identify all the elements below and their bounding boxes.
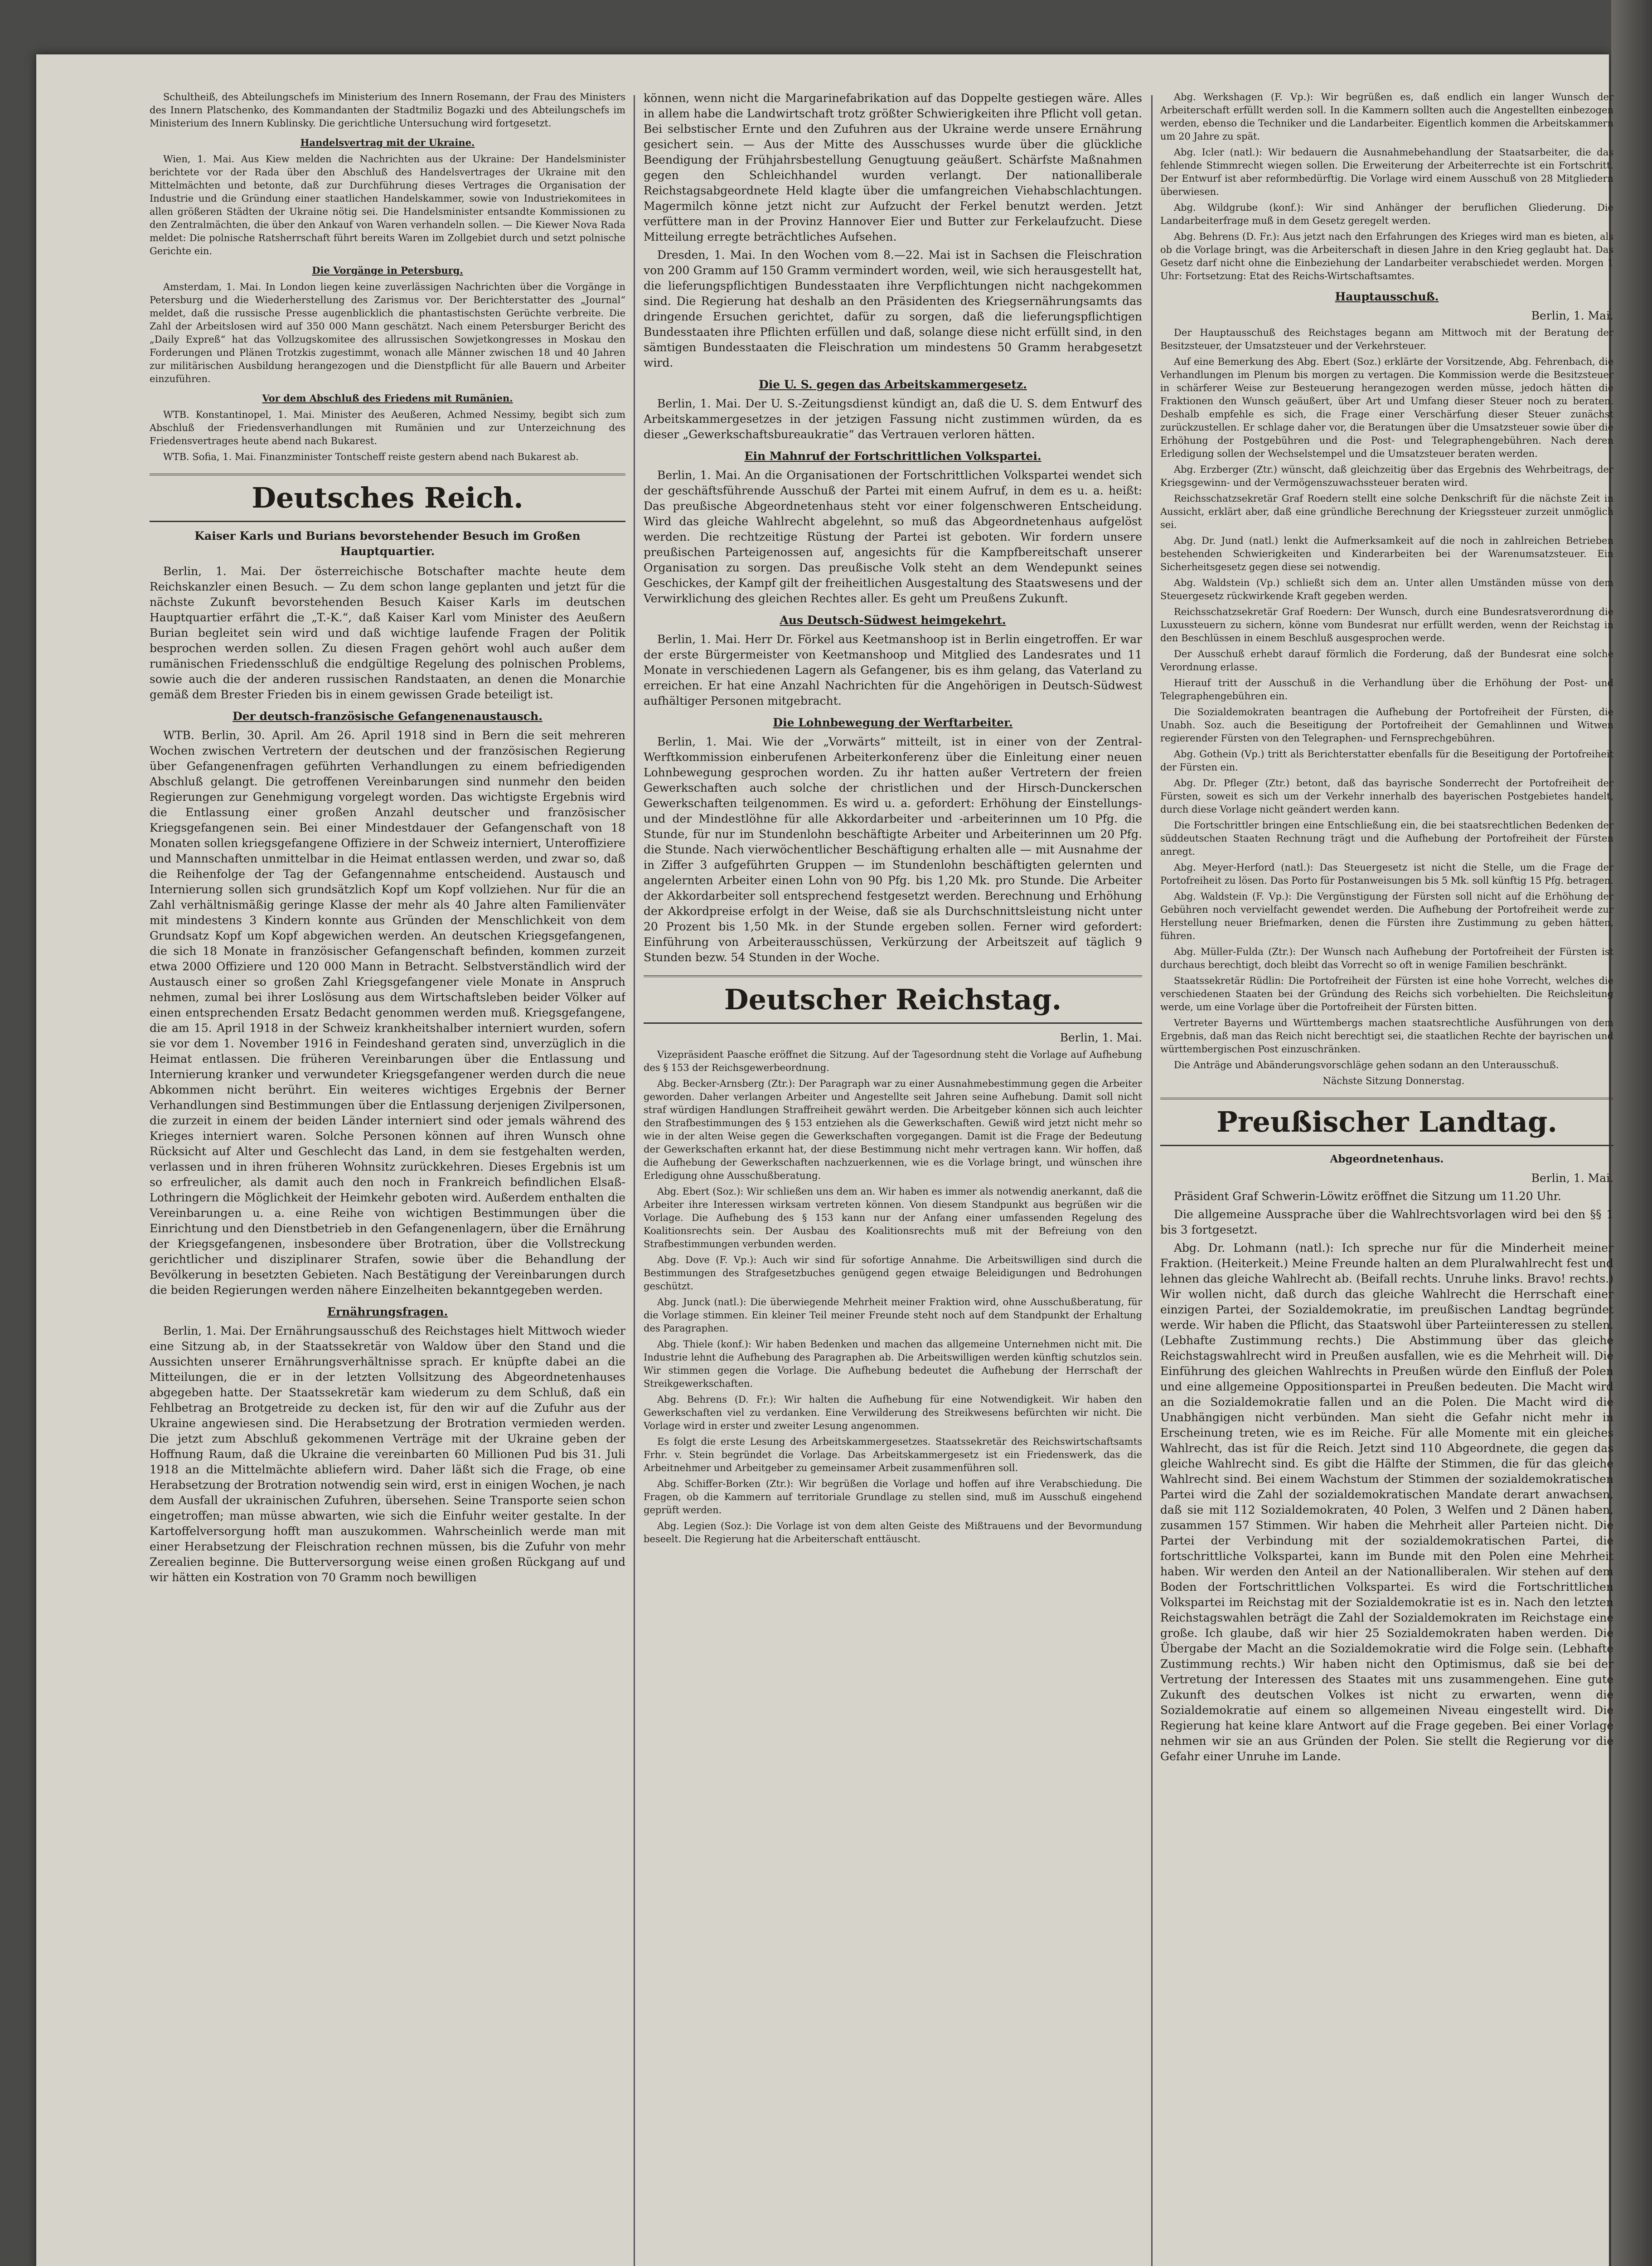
committee-text: Die Anträge und Abänderungsvorschläge gehen sodann an den Unterausschuß.: [1174, 1060, 1559, 1070]
committee-text: Die Fortschrittler bringen eine Entschließung ein, die bei staatsrechtlichen Bedenken der süddeutschen Staaten Rechnung trägt und die Aufhebung der Portofreiheit der Fürsten anregt.: [1160, 820, 1613, 857]
food-article-continued: können, wenn nicht die Margarinefabrikation auf das Doppelte gestiegen wäre. Alles in allem habe die Landwirtschaft trotz größter Schwierigkeiten ihre Pflicht voll getan. Bei selbstischer Ernte und den Zufuhren aus der Ukraine werde unsere Ernährung gesichert sein. — Aus der Mitte des Ausschusses wurde über die glückliche Beendigung der Frühjahrsbestellung Genugtuung geäußert. Schärfste Maßnahmen gegen den Schleichhandel wurden verlangt. Der nationalliberale Reichstagsabgeordnete Held klagte über die umfangreichen Viehabschlachtungen. Magermilch könne jetzt nicht zur Aufzucht der Ferkel benutzt werden. Jetzt verfüttere man in der Provinz Hannover Eier und Butter zur Ferkelaufzucht. Diese Mitteilung erregte beträchtliches Aufsehen.: [644, 92, 1142, 243]
committee-text: Staatssekretär Rüdlin: Die Portofreiheit der Fürsten ist eine hohe Vorrecht, welches die verschiedenen Staaten bei der Gründung des Reichs sich vorbehielten. Die Reichsleitung werde, um eine Vorlage über die Portofreiheit der Fürsten bitten.: [1160, 975, 1613, 1012]
column-rule: [1151, 95, 1153, 2266]
food-heading: Ernährungsfragen.: [327, 1305, 448, 1318]
section-title-reichstag: Deutscher Reichstag.: [644, 975, 1142, 1024]
committee-text: Abg. Waldstein (F. Vp.): Die Vergünstigung der Fürsten soll nicht auf die Erhöhung der Gebühren noch vervielfacht gewendet werden. Die Aufhebung der Portofreiheit werde zur Herstellung neuer Briefmarken, denen die Fürsten ihre Zustimmung zu geben hätten, führen.: [1160, 891, 1613, 941]
committee-dateline: Berlin, 1. Mai.: [1531, 309, 1613, 322]
committee-text: Die Sozialdemokraten beantragen die Aufhebung der Portofreiheit der Fürsten, die Unabh. Soz. auch die Beseitigung der Portofreiheit der Gemahlinnen und Witwen regierender Fürsten von den Telegraphen- und Fernsprechgebühren.: [1160, 707, 1613, 744]
reichstag-continued: Abg. Werkshagen (F. Vp.): Wir begrüßen es, daß endlich ein langer Wunsch der Arbeiterschaft erfüllt werden soll. In die Kammern sollten auch die Angestellten einbezogen werden, ebenso die Techniker und die Landarbeiter. Eigentlich kommen die Arbeitskammern um 20 Jahre zu spät.: [1160, 92, 1613, 142]
section-title-deutsches-reich: Deutsches Reich.: [150, 474, 625, 522]
ukraine-heading: Handelsvertrag mit der Ukraine.: [300, 137, 475, 148]
landtag-subheading: Abgeordnetenhaus.: [1330, 1153, 1444, 1165]
committee-text: Abg. Gothein (Vp.) tritt als Berichterstatter ebenfalls für die Beseitigung der Portofreiheit der Fürsten ein.: [1160, 749, 1613, 773]
southwest-heading: Aus Deutsch-Südwest heimgekehrt.: [780, 614, 1006, 627]
section-title-landtag: Preußischer Landtag.: [1160, 1098, 1613, 1146]
column-rule: [634, 95, 635, 2266]
committee-text: Auf eine Bemerkung des Abg. Ebert (Soz.) erklärte der Vorsitzende, Abg. Fehrenbach, die Verhandlungen im Plenum bis morgen zu vertagen. Die Kommission werde die Besitzsteuer in schärferer Weise zur Besteuerung herangezogen werden müsse, jedoch hätten die Fraktionen den Wunsch geäußert, über Art und Umfang dieser Steuer noch zu beraten. Deshalb empfehle es sich, die Frage einer Verschärfung dieser Steuer zunächst zurückzustellen. Er schlage daher vor, die Beratungen über die Umsatzsteuer sowie über die Erhöhung der Postgebühren und die Post- und Telegraphengebühren. Nach deren Erledigung sollen der Wechselstempel und die Umsatzsteuer beraten werden.: [1160, 356, 1613, 459]
dresden-article: Dresden, 1. Mai. In den Wochen vom 8.—22. Mai ist in Sachsen die Fleischration von 200 Gramm auf 150 Gramm vermindert worden, weil, wie sich herausgestellt hat, die lieferungspflichtigen Bundesstaaten ihre Verpflichtungen nicht nachgekommen sind. Die Regierung hat deshalb an den Präsidenten des Kriegsernährungsamts das dringende Ersuchen gerichtet, dafür zu sorgen, daß die lieferungspflichtigen Bundesstaaten ihre Pflichten erfüllen und daß, solange diese nicht erfüllt sind, in den sämtigen Bundesstaaten die Fleischration um mindestens 50 Gramm herabgesetzt wird.: [644, 248, 1142, 369]
food-article: Berlin, 1. Mai. Der Ernährungsausschuß des Reichstages hielt Mittwoch wieder eine Sitzung ab, in der Staatssekretär von Waldow über den Stand und die Aussichten unserer Ernährungsverhältnisse sprach. Er knüpfte dabei an die Mitteilungen, die er in der letzten Vollsitzung des Abgeordnetenhauses abgegeben hatte. Der Staatssekretär kam wiederum zu dem Schluß, daß ein Fehlbetrag an Brotgetreide zu decken ist, für den wir auf die Zufuhr aus der Ukraine angewiesen sind. Die Herabsetzung der Brotration vermieden werden. Die jetzt zum Abschluß gekommenen Verträge mit der Ukraine geben der Hoffnung Raum, daß die Ukraine die vereinbarten 60 Millionen Pud bis 31. Juli 1918 an die Mittelmächte abliefern wird. Daher läßt sich die Frage, ob eine Herabsetzung der Brotration notwendig sein wird, erst in einigen Wochen, je nach dem Ausfall der ukrainischen Zufuhren, übersehen. Seine Transporte seien schon eingetroffen; man müsse abwarten, wie sich die Einfuhr weiter gestalte. In der Kartoffelversorgung hofft man auszukommen. Wahrscheinlich werde man mit einer Herabsetzung der Fleischration rechnen müssen, bis die Zufuhr von mehr Zerealien beginne. Die Butterversorgung weise einen großen Rückgang auf und wir hätten ein Kostration von 70 Gramm noch bewilligen: [150, 1324, 625, 1584]
southwest-article: Berlin, 1. Mai. Herr Dr. Förkel aus Keetmanshoop ist in Berlin eingetroffen. Er war der erste Bürgermeister von Keetmanshoop und Mitglied des Landesrates und 11 Monate in verschiedenen Lagern als Gefangener, bis es ihm gelang, das Vaterland zu erreichen. Er hat eine Anzahl Nachrichten für die Angehörigen in Deutsch-Südwest aufhältiger Personen mitgebracht.: [644, 633, 1142, 707]
committee-text: Reichsschatzsekretär Graf Roedern stellt eine solche Denkschrift für die nächste Zeit in Aussicht, erklärt aber, daß eine gründliche Berechnung der Kriegssteuer zurzeit unmöglich sei.: [1160, 493, 1613, 530]
reichstag-text: Abg. Thiele (konf.): Wir haben Bedenken und machen das allgemeine Unternehmen nicht mit. Die Industrie lehnt die Aufhebung des Paragraphen ab. Die Arbeitswilligen werden künftig schutzlos sein. Wir stimmen gegen die Vorlage. Die Aufhebung bedeutet die Aufhebung der Herrschaft der Streikgewerkschaften.: [644, 1339, 1142, 1389]
wages-heading: Die Lohnbewegung der Werftarbeiter.: [773, 716, 1013, 729]
committee-text: Hierauf tritt der Ausschuß in die Verhandlung über die Erhöhung der Post- und Telegraphengebühren ein.: [1160, 678, 1613, 702]
reichstag-text: Abg. Becker-Arnsberg (Ztr.): Der Paragraph war zu einer Ausnahmebestimmung gegen die Arbeiter geworden. Daher verlangen Arbeiter und Angestellte seit Jahren seine Aufhebung. Damit soll nicht straf würdigen Handlungen Straffreiheit gewährt werden. Die Arbeitgeber können sich auch leichter den Strafbestimmungen des § 153 entziehen als die Gewerkschaften. Gewiß wird jetzt nicht mehr so wie in der alten Weise gegen die Gewerkschaften vorgegangen. Damit ist die Frage der Bedeutung der Gewerkschaften erkannt hat, der diese Bestimmung nicht mehr vertragen kann. Wir hoffen, daß die Aufhebung der Gewerkschaften nachzuerkennen, wie es die Vorlage bringt, und wünschen ihre Erledigung ohne Ausschußberatung.: [644, 1078, 1142, 1181]
landtag-text: Die allgemeine Aussprache über die Wahlrechtsvorlagen wird bei den §§ 1 bis 3 fortgesetzt.: [1160, 1208, 1613, 1236]
intro-paragraph: Schultheiß, des Abteilungschefs im Ministerium des Innern Rosemann, der Frau des Ministers des Innern Platschenko, des Kommandanten der Stadtmiliz Bogazki und des Abteilungschefs im Ministerium des Innern Kublinsky. Die gerichtliche Untersuchung wird fortgesetzt.: [150, 92, 625, 129]
reichstag-text: Abg. Schiffer-Borken (Ztr.): Wir begrüßen die Vorlage und hoffen auf ihre Verabschiedung. Die Fragen, ob die Kammern auf territoriale Grundlage zu stellen sind, muß im Ausschuß eingehend geprüft werden.: [644, 1478, 1142, 1516]
romania-article-2: WTB. Sofia, 1. Mai. Finanzminister Tontscheff reiste gestern abend nach Bukarest ab.: [163, 451, 579, 462]
wages-article: Berlin, 1. Mai. Wie der „Vorwärts“ mitteilt, ist in einer von der Zentral-Werftkommission einberufenen Arbeiterkonferenz über die Einleitung einer neuen Lohnbewegung gesprochen worden. Zu ihr hatten außer Vertretern der freien Gewerkschaften auch solche der christlichen und der Hirsch-Dunckerschen Gewerkschaften teilgenommen. Es wird u. a. gefordert: Erhöhung der Einstellungs- und der Mindestlöhne für alle Akkordarbeiter und -arbeiterinnen um 10 Pfg. die Stunde, für nur im Stundenlohn beschäftigte Arbeiter und Arbeiterinnen um 20 Pfg. die Stunde. Nach vierwöchentlicher Beschäftigung erhalten alle — mit Ausnahme der in Ziffer 3 aufgeführten Gruppen — im Stundenlohn beschäftigten gelernten und angelernten Arbeiter einen Lohn von 90 Pfg. bis 1,20 Mk. pro Stunde. Die Arbeiter der Akkordarbeiter soll entsprechend festgesetzt werden. Berechnung und Erhöhung der Akkordpreise erfolgt in der Weise, daß sie als Durchschnittsleistung nicht unter 20 Prozent bis 1,50 Mk. in der Stunde ergeben sollen. Ferner wird gefordert: Einführung von Arbeiterausschüssen, Verkürzung der Arbeitszeit auf täglich 9 Stunden bezw. 54 Stunden in der Woche.: [644, 735, 1142, 964]
committee-text: Der Hauptausschuß des Reichstages begann am Mittwoch mit der Beratung der Besitzsteuer, der Umsatzsteuer und der Verkehrsteuer.: [1160, 327, 1613, 351]
committee-text: Abg. Erzberger (Ztr.) wünscht, daß gleichzeitig über das Ergebnis des Wehrbeitrags, der Kriegsgewinn- und der Vermögenszuwachssteuer beraten wird.: [1160, 464, 1613, 488]
committee-text: Reichsschatzsekretär Graf Roedern: Der Wunsch, durch eine Bundesratsverordnung die Luxussteuern zu sichern, könne vom Bundesrat nur erfüllt werden, wenn der Reichstag in den Beschlüssen in einem Beschluß ausgesprochen werde.: [1160, 606, 1613, 644]
reichstag-text: Abg. Legien (Soz.): Die Vorlage ist von dem alten Geiste des Mißtrauens und der Bevormundung beseelt. Die Regierung hat die Arbeiterschaft enttäuscht.: [644, 1520, 1142, 1545]
reichstag-text: Abg. Behrens (D. Fr.): Wir halten die Aufhebung für eine Notwendigkeit. Wir haben den Gewerkschaften viel zu verdanken. Eine Verwilderung des Streikwesens befürchten wir nicht. Die Vorlage wird in erster und zweiter Lesung angenommen.: [644, 1394, 1142, 1431]
reichstag-text: Es folgt die erste Lesung des Arbeitskammergesetzes. Staatssekretär des Reichswirtschaftsamts Frhr. v. Stein begründet die Vorlage. Das Arbeitskammergesetz ist ein Friedenswerk, das die Arbeitnehmer und Arbeitgeber zu gemeinsamer Arbeit zusammenführen soll.: [644, 1436, 1142, 1473]
committee-text: Abg. Dr. Jund (natl.) lenkt die Aufmerksamkeit auf die noch in zahlreichen Betrieben bestehenden Schwierigkeiten und Kinderarbeiten bei der Warenumsatzsteuer. Ein Sicherheitsgesetz gegen diese sei notwendig.: [1160, 535, 1613, 572]
committee-heading: Hauptausschuß.: [1335, 290, 1439, 303]
committee-text: Vertreter Bayerns und Württembergs machen staatsrechtliche Ausführungen von dem Ergebnis, daß man das Reich nicht berechtigt sei, die staatlichen Rechte der bayrischen und württembergischen Post einzuschränken.: [1160, 1017, 1613, 1055]
reichstag-text: Abg. Junck (natl.): Die überwiegende Mehrheit meiner Fraktion wird, ohne Ausschußberatung, für die Vorlage stimmen. Ein kleiner Teil meiner Freunde steht noch auf dem Standpunkt der Erhaltung des Paragraphen.: [644, 1297, 1142, 1334]
committee-next-session: Nächste Sitzung Donnerstag.: [1323, 1075, 1465, 1086]
reichstag-dateline: Berlin, 1. Mai.: [1060, 1031, 1142, 1044]
romania-article: WTB. Konstantinopel, 1. Mai. Minister des Aeußeren, Achmed Nessimy, begibt sich zum Abschluß der Friedensverhandlungen mit Rumänien und zur Unterzeichnung des Friedensvertrages heute abend nach Bukarest.: [150, 409, 625, 446]
reichstag-continued: Abg. Behrens (D. Fr.): Aus jetzt nach den Erfahrungen des Krieges wird man es bieten, als ob die Vorlage bringt, was die Arbeiterschaft in diesen Jahre in den Krieg geglaubt hat. Das Gesetz darf nicht ohne die Einbeziehung der Landarbeiter verabschiedet werden. Morgen 1 Uhr: Fortsetzung: Etat des Reichs-Wirtschaftsamtes.: [1160, 231, 1613, 281]
column-left: [150, 91, 625, 2266]
landtag-dateline: Berlin, 1. Mai.: [1531, 1172, 1613, 1185]
reich-article: Berlin, 1. Mai. Der österreichische Botschafter machte heute dem Reichskanzler einen Besuch. — Zu dem schon lange geplanten und jetzt für die nächste Zukunft bevorstehenden Besuch Kaiser Karls im deutschen Hauptquartier erfährt die „T.-K.“, daß Kaiser Karl vom Minister des Aeußern Burian begleitet sein wird und daß wichtige laufende Fragen der Politik besprochen werden sollen. Zu diesen Fragen gehört wohl auch außer dem rumänischen Friedensschluß die endgültige Regelung des polnischen Problems, sowie auch die der anderen russischen Randstaaten, an denen die Monarchie gemäß dem Brester Frieden bis in einem gewissen Grade beteiligt ist.: [150, 565, 625, 701]
fvp-article: Berlin, 1. Mai. An die Organisationen der Fortschrittlichen Volkspartei wendet sich der geschäftsführende Ausschuß der Partei mit einem Aufruf, in dem es u. a. heißt: Das preußische Abgeordnetenhaus steht vor einer folgenschweren Entscheidung. Wird das gleiche Wahlrecht abgelehnt, so muß das Abgeordnetenhaus aufgelöst werden. Die rechtzeitige Rüstung der Partei ist geboten. Wir fordern unsere preußischen Parteigenossen auf, angesichts für die Kampfbereitschaft unserer Organisation zu sorgen. Das preußische Volk steht an dem Wendepunkt seines Geschickes, der Kampf gilt der freiheitlichen Ausgestaltung des Staatswesens und der Verwirklichung des gleichen Rechtes aller. Es geht um Preußens Zukunft.: [644, 469, 1142, 605]
exchange-heading: Der deutsch-französische Gefangenenaustausch.: [233, 710, 543, 723]
committee-text: Der Ausschuß erhebt darauf förmlich die Forderung, daß der Bundesrat eine solche Verordnung erlasse.: [1160, 649, 1613, 673]
landtag-text: Abg. Dr. Lohmann (natl.): Ich spreche nur für die Minderheit meiner Fraktion. (Heiterkeit.) Meine Freunde halten an dem Pluralwahlrecht fest und lehnen das gleiche Wahlrecht ab. (Beifall rechts. Unruhe links. Bravo! rechts.) Wir wollen nicht, daß durch das gleiche Wahlrecht die Herrschaft einer einzigen Partei, der Sozialdemokratie, im preußischen Landtag begründet werde. Wir haben die Pflicht, das Staatswohl über Parteiinteressen zu stellen. (Lebhafte Zustimmung rechts.) Die Abstimmung über das gleiche Reichstagswahlrecht wird in Preußen ausfallen, wie es die Mehrheit will. Die Einführung des gleichen Wahlrechts in Preußen würde den Einfluß der Polen und eine allgemeine Oppositionspartei in Preußen bedeuten. Die Macht wird an die Sozialdemokratie fallen und an die Polen. Die Macht wird die Unabhängigen nicht verbünden. Man sieht die Gefahr nicht mehr in Erscheinung treten, wie es im Reiche. Für alle Momente mit ein gleiches Wahlrecht, das ist für die Reich. Jetzt sind 110 Abgeordnete, die gegen das gleiche Wahlrecht sind. Es gibt die Hälfte der Stimmen, die für das gleiche Wahlrecht sind. Bei einem Wachstum der Stimmen der sozialdemokratischen Partei wird die Zahl der sozialdemokratischen Mandate derart anwachsen, daß sie mit 112 Sozialdemokraten, 40 Polen, 3 Welfen und 2 Dänen haben, zusammen 157 Stimmen. Wir haben die Mehrheit aller Parteien nicht. Die Partei der Verbindung mit der sozialdemokratischen Partei, die fortschrittliche Volkspartei, kann im Bunde mit den Polen eine Mehrheit haben. Wir werden den Anteil an der Nationalliberalen. Wir stehen auf dem Boden der Fortschrittlichen Volkspartei. Es wird die Fortschrittlichen Volkspartei im Reichstag mit der Sozialdemokratie ist es in. Nach den letzten Reichstagswahlen beträgt die Zahl der Sozialdemokraten im Reichstage eine große. Ich glaube, daß wir hier 25 Sozialdemokraten haben werden. Die Übergabe der Macht an die Sozialdemokratie wird die Folge sein. (Lebhafte Zustimmung rechts.) Wir haben nicht den Optimismus, daß sie bei der Vertretung der Interessen des Staates mit uns zusammengehen. Eine gute Zukunft des deutschen Volkes ist nicht zu erwarten, wenn die Sozialdemokratie auf einem so allgemeinen Niveau eingestellt wird. Die Regierung hat keine klare Antwort auf die Frage gegeben. Bei einer Vorlage nehmen wir sie an aus Gründen der Polen. Sie stellt die Regierung vor die Gefahr einer Unruhe im Lande.: [1160, 1241, 1613, 1763]
reichstag-continued: Abg. Wildgrube (konf.): Wir sind Anhänger der beruflichen Gliederung. Die Landarbeiterfrage muß in dem Gesetz geregelt werden.: [1160, 202, 1613, 226]
committee-text: Abg. Müller-Fulda (Ztr.): Der Wunsch nach Aufhebung der Portofreiheit der Fürsten ist durchaus berechtigt, doch bleibt das Vorrecht so oft in wenige Familien beschränkt.: [1160, 946, 1613, 970]
petersburg-heading: Die Vorgänge in Petersburg.: [312, 265, 463, 276]
reichstag-text: Abg. Ebert (Soz.): Wir schließen uns dem an. Wir haben es immer als notwendig anerkannt, daß die Arbeiter ihre Interessen wirksam vertreten können. Von diesem Standpunkt aus begrüßen wir die Vorlage. Die Aufhebung des § 153 kann nur der Anfang einer umfassenden Regelung des Koalitionsrechts sein. Der Ausbau des Koalitionsrechts muß mit der Befreiung von den Strafbestimmungen verbunden werden.: [644, 1186, 1142, 1249]
exchange-article: WTB. Berlin, 30. April. Am 26. April 1918 sind in Bern die seit mehreren Wochen zwischen Vertretern der deutschen und der französischen Regierung über Gefangenenfragen geführten Verhandlungen zu einem befriedigenden Abschluß gelangt. Die getroffenen Vereinbarungen sind nunmehr den beiden Regierungen zur Genehmigung vorgelegt worden. Das wichtigste Ergebnis wird die Entlassung einer großen Anzahl deutscher und französischer Kriegsgefangenen sein. Bei einer Mindestdauer der Gefangenschaft von 18 Monaten sollen kriegsgefangene Offiziere in der Schweiz interniert, Unteroffiziere und Mannschaften unmittelbar in die Heimat entlassen werden, und zwar so, daß die Reihenfolge der Tag der Gefangennahme entscheidend. Austausch und Internierung sollen sich grundsätzlich Kopf um Kopf vollziehen. Nur für die an Zahl verhältnismäßig geringe Klasse der mehr als 40 Jahre alten Familienväter mit mindestens 3 Kindern konnte aus Gründen der Menschlichkeit von dem Grundsatz Kopf um Kopf abgewichen werden. An deutschen Kriegsgefangenen, die sich 18 Monate in französischer Gefangenschaft befinden, kommen zurzeit etwa 2000 Offiziere und 120 000 Mann in Betracht. Selbstverständlich wird der Austausch einer so großen Zahl Kriegsgefangener viele Monate in Anspruch nehmen, zumal bei ihrer Loslösung aus dem Wirtschaftsleben beider Völker auf einen entsprechenden Ersatz Bedacht genommen werden muß. Kriegsgefangene, die am 15. April 1918 in der Schweiz krankheitshalber interniert wurden, sofern sie vor dem 1. November 1916 in Feindeshand geraten sind, unverzüglich in die Heimat entlassen. Die früheren Vereinbarungen über die Entlassung und Internierung kranker und verwundeter Kriegsgefangener werden durch die neue Abkommen nicht berührt. Ein weiteres wichtiges Ergebnis der Berner Verhandlungen sind Bestimmungen über die Entlassung derjenigen Zivilpersonen, die zurzeit in einem der beiden Länder interniert sind oder jemals während des Krieges interniert waren. Solche Personen können auf ihren Wunsch ohne Rücksicht auf Alter und Geschlecht das Land, in dem sie festgehalten werden, verlassen und in ihren früheren Wohnsitz zurückkehren. Dieses Ergebnis ist um so erfreulicher, als damit auch den noch in Frankreich befindlichen Elsaß-Lothringern die Möglichkeit der Heimkehr geboten wird. Außerdem enthalten die Vereinbarungen u. a. eine Reihe von wichtigen Bestimmungen über die Einrichtung und den Dienstbetrieb in den Gefangenenlagern, über die Ernährung der Kriegsgefangenen, insbesondere über Brotration, über die Vollstreckung gerichtlicher und disziplinarer Strafen, sowie über die Behandlung der Bevölkerung in besetzten Gebieten. Nach Bestätigung der Vereinbarungen durch die beiden Regierungen werden nähere Einzelheiten bekanntgegeben werden.: [150, 729, 625, 1297]
romania-heading: Vor dem Abschluß des Friedens mit Rumänien.: [262, 392, 513, 404]
reichstag-text: Vizepräsident Paasche eröffnet die Sitzung. Auf der Tagesordnung steht die Vorlage auf Aufhebung des § 153 der Reichsgewerbeordnung.: [644, 1049, 1142, 1073]
reich-subheading: Kaiser Karls und Burians bevorstehender Besuch im Großen Hauptquartier.: [194, 529, 581, 558]
committee-text: Abg. Waldstein (Vp.) schließt sich dem an. Unter allen Umständen müsse von dem Steuergesetz rückwirkende Kraft gegeben werden.: [1160, 577, 1613, 601]
reichstag-text: Abg. Dove (F. Vp.): Auch wir sind für sofortige Annahme. Die Arbeitswilligen sind durch die Bestimmungen des Strafgesetzbuches genügend gegen etwaige Beleidigungen und Bedrohungen geschützt.: [644, 1254, 1142, 1292]
landtag-text: Präsident Graf Schwerin-Löwitz eröffnet die Sitzung um 11.20 Uhr.: [1174, 1190, 1561, 1203]
us-article: Berlin, 1. Mai. Der U. S.-Zeitungsdienst kündigt an, daß die U. S. dem Entwurf des Arbeitskammergesetzes in der jetzigen Fassung nicht zustimmen würden, da es dieser „Gewerkschaftsbureaukratie“ das Vertrauen verloren hätten.: [644, 397, 1142, 441]
petersburg-article: Amsterdam, 1. Mai. In London liegen keine zuverlässigen Nachrichten über die Vorgänge in Petersburg und die Wiederherstellung des Zarismus vor. Der Berichterstatter des „Journal“ meldet, daß die russische Presse augenblicklich die phantastischsten Gerüchte verbreite. Die Zahl der Arbeitslosen wird auf 350 000 Mann geschätzt. Nach einem Petersburger Bericht des „Daily Expreß“ hat das Vollzugskomitee des allrussischen Sowjetkongresses in Moskau den Forderungen und Plänen Trotzkis zugestimmt, wonach alle Männer zwischen 18 und 40 Jahren zur militärischen Ausbildung herangezogen und die Dienstpflicht für alle Bauern und Arbeiter einzuführen.: [150, 281, 625, 384]
reichstag-continued: Abg. Icler (natl.): Wir bedauern die Ausnahmebehandlung der Staatsarbeiter, die das fehlende Stimmrecht wiegen sollen. Die Erweiterung der Arbeiterrechte ist ein Fortschritt. Der Entwurf ist aber reformbedürftig. Die Vorlage wird einem Ausschuß von 28 Mitgliedern überwiesen.: [1160, 147, 1613, 197]
committee-text: Abg. Meyer-Herford (natl.): Das Steuergesetz ist nicht die Stelle, um die Frage der Portofreiheit zu lösen. Das Porto für Postanweisungen bis 5 Mk. soll künftig 15 Pfg. betragen.: [1160, 862, 1613, 886]
ukraine-article: Wien, 1. Mai. Aus Kiew melden die Nachrichten aus der Ukraine: Der Handelsminister berichtete vor der Rada über den Abschluß des Handelsvertrages der Ukraine mit den Mittelmächten und betonte, daß zur Durchführung dieses Vertrages die Organisation der Industrie und die Gründung einer staatlichen Handelskammer, sowie von Industriekomitees in allen größeren Städten der Ukraine nötig sei. Die Handelsminister entsandte Kommissionen zu den Zentralmächten, die über den Ankauf von Waren verhandeln sollen. — Die Kiewer Nova Rada meldet: Die polnische Ratsherrschaft führt bereits Waren im Zollgebiet durch und setzt polnische Gerichte ein.: [150, 154, 625, 257]
us-heading: Die U. S. gegen das Arbeitskammergesetz.: [759, 378, 1027, 391]
fvp-heading: Ein Mahnruf der Fortschrittlichen Volkspartei.: [744, 450, 1042, 463]
committee-text: Abg. Dr. Pfleger (Ztr.) betont, daß das bayrische Sonderrecht der Portofreiheit der Fürsten, soweit es sich um der Verkehr innerhalb des bayerischen Postgebietes handelt, durch diese Vorlage nicht geändert werden kann.: [1160, 778, 1613, 815]
page-edge: [1611, 0, 1652, 2266]
column-right: [1160, 91, 1613, 2266]
column-middle: [644, 91, 1142, 2266]
